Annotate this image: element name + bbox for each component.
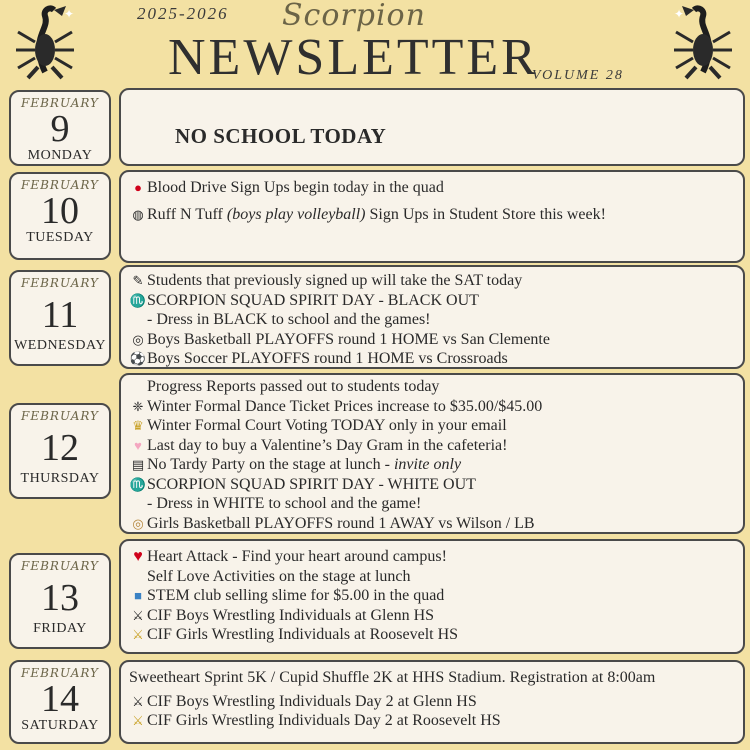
scorpion-logo-icon — [668, 2, 738, 82]
scorpion-logo-icon — [10, 2, 80, 82]
dancers-icon: ❈ — [132, 398, 144, 414]
event-line: ♏SCORPION SQUAD SPIRIT DAY - BLACK OUT — [129, 291, 479, 309]
weekday-label: SATURDAY — [21, 718, 99, 733]
weekday-label: TUESDAY — [26, 230, 94, 245]
newsletter-header — [0, 0, 750, 90]
crown-icon: ♛ — [132, 418, 144, 433]
newsletter-script-title: Scorpion — [282, 0, 426, 33]
wrestler-icon: ⚔ — [132, 693, 144, 709]
volleyball-icon: ◍ — [132, 206, 144, 222]
weekday-label: WEDNESDAY — [14, 338, 106, 353]
basketball-icon: ◎ — [132, 331, 144, 347]
basketball-icon: ◎ — [132, 515, 144, 531]
events-box-feb-13 — [119, 539, 745, 654]
month-label: FEBRUARY — [21, 276, 99, 290]
date-card-feb-13 — [9, 553, 111, 649]
date-card-feb-12 — [9, 403, 111, 499]
event-line: ❈ Winter Formal Dance Ticket Prices increase to $35.00/$45.00 — [129, 397, 735, 417]
svg-text:✦: ✦ — [64, 7, 75, 21]
month-label: FEBRUARY — [21, 409, 99, 423]
date-card-feb-9 — [9, 90, 111, 166]
scorpion-icon: ♏ — [129, 476, 147, 492]
event-line: ⚔ CIF Boys Wrestling Individuals at Glenn HS — [129, 606, 735, 626]
month-label: FEBRUARY — [21, 666, 99, 680]
event-line: ♥ Heart Attack - Find your heart around campus! — [129, 547, 735, 567]
date-card-feb-11 — [9, 270, 111, 366]
event-line: ● Blood Drive Sign Ups begin today in the quad — [129, 178, 735, 198]
day-number: 10 — [41, 190, 79, 232]
pencil-icon: ✎ — [132, 273, 144, 288]
events-box-feb-9 — [119, 88, 745, 166]
weekday-label: FRIDAY — [33, 621, 87, 636]
event-line: Self Love Activities on the stage at lunch — [147, 567, 411, 585]
month-label: FEBRUARY — [21, 96, 99, 110]
event-line: ⚔ CIF Boys Wrestling Individuals Day 2 at Glenn HS — [129, 692, 735, 712]
day-number: 12 — [41, 427, 79, 469]
events-box-feb-12 — [119, 373, 745, 534]
soccer-ball-icon: ⚽ — [129, 351, 147, 366]
day-number: 11 — [41, 294, 79, 336]
event-line: ♥ Last day to buy a Valentine’s Day Gram in the cafeteria! — [129, 436, 735, 456]
wrestler-icon: ⚔ — [132, 607, 144, 623]
event-line: ♏SCORPION SQUAD SPIRIT DAY - WHITE OUT — [129, 475, 476, 493]
events-box-feb-14 — [119, 660, 745, 744]
events-box-feb-10 — [119, 170, 745, 263]
blood-drop-icon: ● — [134, 180, 142, 195]
event-line: ♛ Winter Formal Court Voting TODAY only in your email — [129, 416, 735, 436]
event-line: ⚽Boys Soccer PLAYOFFS round 1 HOME vs Crossroads — [129, 350, 508, 367]
pink-heart-icon: ♥ — [134, 437, 142, 453]
events-box-feb-11 — [119, 265, 745, 369]
event-line: ⚔ CIF Girls Wrestling Individuals Day 2 at Roosevelt HS — [129, 711, 735, 731]
event-line: ◎ Boys Basketball PLAYOFFS round 1 HOME vs San Clemente — [129, 330, 735, 350]
event-line: - Dress in BLACK to school and the games! — [147, 311, 431, 328]
svg-text:✦: ✦ — [674, 7, 685, 21]
volume-label: VOLUME 28 — [532, 68, 624, 83]
date-card-feb-14 — [9, 660, 111, 744]
month-label: FEBRUARY — [21, 178, 99, 192]
slime-icon: ■ — [134, 588, 142, 603]
event-line: Progress Reports passed out to students today — [147, 378, 440, 395]
day-number: 14 — [41, 678, 79, 720]
wrestler-icon: ⚔ — [132, 713, 144, 728]
event-line: ⚔ CIF Girls Wrestling Individuals at Roosevelt HS — [129, 625, 735, 645]
day-number: 9 — [50, 108, 70, 150]
event-line: ■ STEM club selling slime for $5.00 in the quad — [129, 586, 735, 606]
event-line: ▤ No Tardy Party on the stage at lunch - invite only — [129, 455, 735, 475]
tardy-pass-icon: ▤ — [131, 457, 145, 472]
scorpion-icon: ♏ — [129, 292, 147, 308]
day-number: 13 — [41, 577, 79, 619]
school-year: 2025-2026 — [137, 4, 229, 23]
newsletter-title: NEWSLETTER — [168, 29, 539, 86]
weekday-label: MONDAY — [27, 148, 93, 163]
event-line: - Dress in WHITE to school and the game! — [147, 495, 422, 512]
event-line: ✎ Students that previously signed up will take the SAT today — [129, 271, 735, 291]
event-line: Sweetheart Sprint 5K / Cupid Shuffle 2K at HHS Stadium. Registration at 8:00am — [129, 669, 656, 686]
no-school-headline: NO SCHOOL TODAY — [175, 124, 387, 148]
month-label: FEBRUARY — [21, 559, 99, 573]
event-line: ◍ Ruff N Tuff (boys play volleyball) Sign Ups in Student Store this week! — [129, 205, 735, 225]
wrestler-icon: ⚔ — [132, 627, 144, 642]
event-line: ◎ Girls Basketball PLAYOFFS round 1 AWAY vs Wilson / LB — [129, 514, 735, 534]
weekday-label: THURSDAY — [20, 471, 100, 486]
red-heart-icon: ♥ — [133, 548, 143, 565]
date-card-feb-10 — [9, 172, 111, 260]
